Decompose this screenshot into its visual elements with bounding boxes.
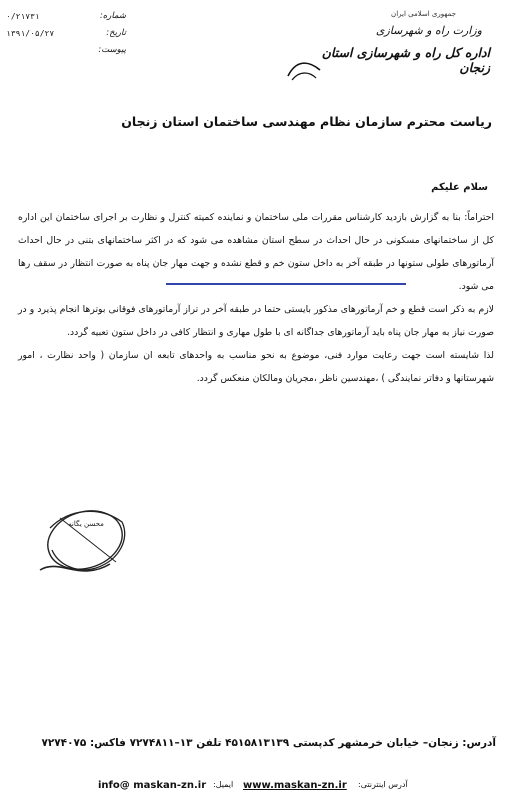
footer-contacts: [0, 780, 514, 800]
website-link[interactable]: www.maskan-zn.ir: [243, 780, 347, 791]
emblem-caption: جمهوری اسلامی ایران: [391, 10, 456, 18]
date-label: تاریخ:: [106, 28, 126, 38]
footer-address: آدرس: زنجان– خیابان خرمشهر کدپستی ۴۵۱۵۸۱۳۱۳۹ تلفن ۱۳–۷۲۷۴۸۱۱ فاکس: ۷۲۷۴۰۷۵: [41, 737, 496, 749]
calligraphy-flourish-icon: [286, 56, 322, 82]
email-label: ایمیل:: [213, 780, 234, 789]
website-label: آدرس اینترنتی:: [358, 780, 408, 789]
body-paragraph: لذا شایسته است جهت رعایت موارد فنی، موضوع به نحو مناسب به واحدهای تابعه ان سازمان ( واحد نظارت ، امور شهرستانها و دفاتر نمایندگی ) ،مهندسین ناظر ،مجریان ومالکان منعکس گردد.: [18, 350, 494, 384]
signature-stamp-icon: [30, 498, 140, 588]
attachment-row: [6, 42, 126, 59]
office-name: اداره کل راه و شهرسازی استان زنجان: [321, 45, 490, 75]
letter-number-row: [6, 8, 126, 25]
body-paragraph: لازم به ذکر است قطع و خم آرماتورهای مذکور بایستی حتما در طبقه آخر در تراز آرماتورهای فوقانی بوترها انجام پذیرد و در صورت نیاز به مهار جان پناه باید آرماتورهای جداگانه ای با طول مهاری و انتظار کافی در داخل ستون تعبیه گردد.: [18, 304, 494, 338]
body-paragraph: احتراماً: بنا به گزارش بازدید کارشناس مقررات ملی ساختمان و نماینده کمیته کنترل و نظارت بر اجرای ساختمان این اداره کل از ساختمانهای مسکونی در حال احداث در سطح استان مشاهده می شود که در اکثر ساختمانهای بتنی در حال احداث آرماتورهای طولی ستونها در طبقه آخر به داخل ستون خم و قطع نشده و جهت مهار جان پناه به صورت انتظار در سقف رها می شود.: [18, 212, 494, 292]
highlight-underline: [166, 283, 406, 285]
letter-meta: [6, 8, 126, 59]
attachment-label: پیوست:: [98, 45, 126, 55]
greeting: سلام علیکم: [431, 182, 488, 193]
ministry-name: وزارت راه و شهرسازی: [375, 24, 482, 37]
letter-date-row: [6, 25, 126, 42]
signature-name: محسن یگانه: [68, 520, 104, 528]
recipient-line: ریاست محترم سازمان نظام مهندسی ساختمان استان زنجان: [121, 114, 492, 129]
date-value: ۱۳۹۱/۰۵/۲۷: [6, 29, 55, 38]
number-label: شماره:: [99, 11, 126, 21]
email-address[interactable]: info@ maskan-zn.ir: [98, 780, 207, 791]
number-value: ۰/۲۱۷۳۱: [6, 12, 40, 21]
letter-body: [18, 206, 494, 390]
